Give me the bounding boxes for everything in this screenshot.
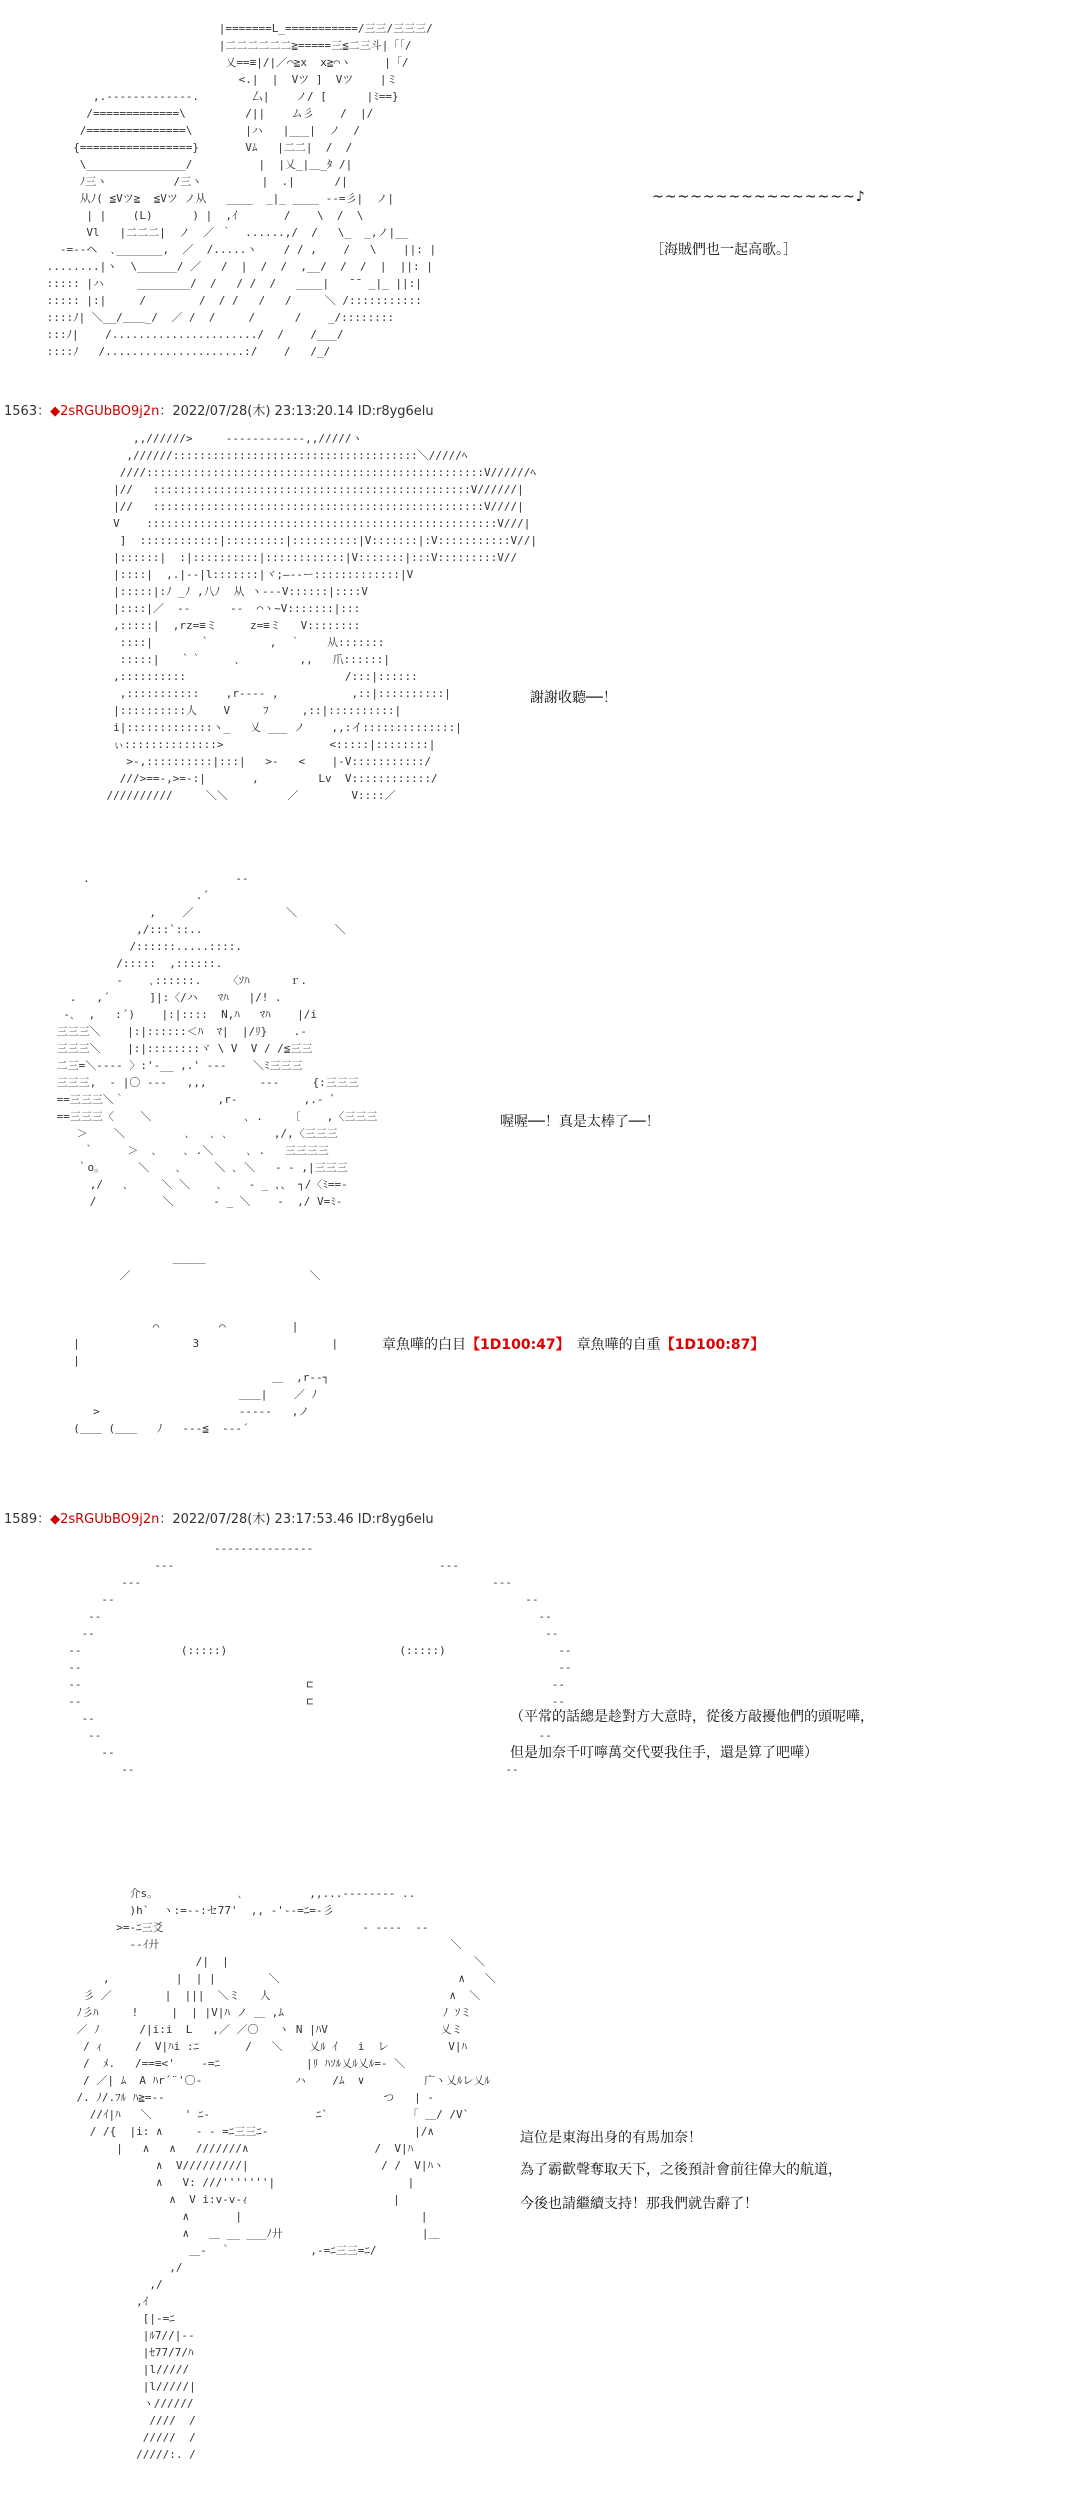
poster-id[interactable]: ID:r8yg6elu	[357, 404, 434, 419]
ascii-art-kana-figure: 介s。 ､ ,,...‐‐‐‐‐‐‐‐ .. )h` ヽ:=‐‐:セ77' ,, ‐'‐‐=ﾆ=‐彡 >=‐ﾆ三爻 ‐ -‐‐- ‐‐ ‐‐ｲ廾 ＼ /| | ＼ , | | | ＼ ∧ ＼ 彡 ／ | ||| ＼ミ 人 ∧ ＼ ﾉ彡ﾊ ! | | |V|ﾊ ノ ＿ ,ﾑ ﾉ ｿミ ／ ﾉ /|i:i L ,／ ／〇 ヽ N |ﾊV 乂ミ / ｨ / V|ﾊi :ﾆ / ＼ 乂ﾙ ｲ i レ V|ﾊ / ﾒ. /==≡<' ‐=ﾆ |ﾘ ﾊｿﾙ乂ﾙ乂ﾙ=‐ ＼ / ／| ﾑ A ﾊr´¨'〇‐ ハ /ﾑ ∨ 广ヽ乂ﾙレ乂ﾙ /. ﾉ/.ﾌﾙ ﾊ≧=‐‐ つ | ‐ //ｲ|ﾊ ＼ ' ﾆ‐ ﾆ` 「 ＿/ /V` / /{ |i: ∧ ‐ ‐ =ﾆ三三ﾆ‐ |/∧ | ∧ ∧ ///////∧ / V|ﾊ ∧ V/////////| / / V|ﾊヽ ∧ V: ///'''''''| | ∧ V i:v‐v‐ｨ | ∧ | | ∧ ＿ __ ___ﾉ廾 |＿ ＿‐ ｀ ,‐=ﾆ三三=ﾆ/ ,/ ,/ ,ｲ [|‐=ﾆ |ﾙ7//|‐‐ |ｾ77/7/ﾊ |l///// |l/////| ヽ////// //// / ///// / /////:. /	[76, 1887, 496, 2461]
dice-roll-line	[382, 1333, 764, 1357]
ascii-art-girl-face: ,,//////> ‐‐‐‐‐‐‐‐‐‐‐‐,,/////ヽ ,//////:::::::::::::::::::::::::::::::::::::＼/////ﾍ ////:::::::::::::::::::::::::::::::::::::::::::::::::::V//////ﾍ |// ::::::::::::::::::::::::::::::::::::::::::::::::V//////| |// ::::::::::::::::::::::::::::::::::::::::::::::::::V////| V :::::::::::::::::::::::::::::::::::::::::::::::::::::V///| ] ::::::::::::|:::::::::|::::::::::|V:::::::|:V:::::::::::V//| |::::::| :|::::::::::|::::::::::::|V:::::::|:::V:::::::::V// |::::| ,.|‐‐|l:::::::|ヾ;―‐‐ー:::::::::::::|V |:::::|:ﾉ _ﾉ ,八ﾉ 从 ヽ‐‐‐V::::::|::::V |::::|／ ‐- ‐- ⌒ヽ~V:::::::|::: ,:::::| ,rz=≡ミ z=≡ミ V:::::::: ::::| ｀ , ｀ 从::::::: :::::| ｀｀ ､ ,, 爪::::::| ,:::::::::: /:::|:::::: ,::::::::::: ,r‐‐‐- , ,::|::::::::::| |::::::::::人 V ﾌ ,::|::::::::::| i|:::::::::::::ヽ_ 乂 ___ ノ ,,:イ::::::::::::::| ぃ::::::::::::::> <:::::|::::::::| >-,::::::::::|:::| >- < |-V:::::::::::/ ///>==-,>=-:| , Lv V::::::::::::/ ////////// ＼＼ ／ V::::／	[106, 432, 537, 802]
ascii-art-octopus-happy: . ‐‐ .´ , ／ ＼ ,/:::`::.. ＼ /::::::.....::::. /::::: ,::::::. ‐ ､::::::. 〈ｿﾊ ｒ. . ,´ ]|:〈/ハ ﾏﾊ |/! . ‐､ , :´) |:|:::: N,ﾊ ﾏﾊ |/i 三三三＼ |:|::::::＜ﾊ ﾏ| |/ﾘ} .‐ 三三三＼ |:|::::::::ヾ \ V V / /≦三三 二三=＼‐‐‐‐ 〉:'‐__ ,.' ‐‐‐ ＼ﾐ三三三 三三三, ‐ |〇 ‐‐‐ ,,, ‐‐‐ {:三三三 ==三三三＼｀ ,r‐ ,.‐ ﾞ ==三三三〈 ＼ ､ . 〔 ,〈三三三 ＞ ＼ ､ ､ ､ ,/,〈三三三 ｀ ＞ ､ ､ .＼ ､ . 三三三三 ｀o。 ＼ ､ ＼ ､ ＼ ‐ ‐ ,|三三三 ,/ ､ ＼ ＼ ､ ‐ _ 、、 ┐/〈ﾐ==‐ / ＼ ‐ _ ＼ ‐ ,/ V=ﾐ‐	[56, 872, 378, 1208]
poster-trip[interactable]: ◆2sRGUbBO9j2n	[50, 1512, 160, 1527]
poster-id[interactable]: ID:r8yg6elu	[357, 1512, 434, 1527]
roll-label-2: 章魚嘩的自重	[562, 1337, 661, 1353]
poster-trip[interactable]: ◆2sRGUbBO9j2n	[50, 404, 160, 419]
post-date: ：2022/07/28(木) 23:13:20.14	[159, 404, 354, 419]
post-header	[4, 400, 434, 419]
post-separator: ：	[37, 404, 51, 419]
thought-line-2: 但是加奈千叮嚀萬交代要我住手，還是算了吧嘩）	[510, 1745, 818, 1761]
farewell-line-3: 今後也請繼續支持！那我們就告辭了！	[520, 2196, 758, 2212]
wow-line: 喔喔──！真是太棒了──！	[500, 1114, 660, 1130]
roll-label-1: 章魚嘩的白目	[382, 1337, 466, 1353]
thanks-line: 謝謝收聽──！	[530, 690, 617, 706]
ascii-art-pirates: |=======L_===========/三三/三三三/ |二二二二二二≧=====三≦二三斗|「「/ 乂==≡|/|／⌒≧x x≧⌒ヽ |「/ <.| | Vツ ] Vツ |ミ ,.--‐‐‐‐‐‐‐‐‐‐‐. 厶| ノ/ [ |ﾐ==} /=============\ /|| ム彡 / |/ /===============\ |ハ |___| ノ / {=================} Vﾑ |二二| / / \_______________/ | |乂_|＿_ﾀ /| ﾉ三ヽ /三ヽ | .| /| 从ﾉ( ≦Vツ≧ ≦Vツ ノ从 ____ _|_ ____ ‐-=彡| ノ| | | (L) ) | ,ｲ / \ / \ Vl |二二二| ノ ／ ｀ ......,/ / \_ _,ノ|__ -=‐‐ヘ ､_______, ／ /.....ヽ / / , / \ ||: | ........|ヽ \______/ ／ / | / / ,__/ / / | ||: | ::::: |ハ ________/ / / / / ____| ̄ ̄ _|_ ||:| ::::: |:| / / / / / / ＼ /::::::::::: ::::ﾉ| ＼__/＿＿_/ ／ / / / / _/:::::::: :::ﾉ| /....................../ / /___/ ::::ﾉ /.....................:/ / /_/	[46, 22, 437, 358]
ascii-art-octopus-face: ＿＿＿ ／ ＼ ⌒ ⌒ | | 3 | | ＿ ,r‐‐┐ ＿＿| ／ ﾉ > ‐‐‐‐‐ ,ノ (＿＿ (＿＿ ﾉ ‐‐‐≦ ‐‐‐´	[73, 1252, 339, 1435]
post-number[interactable]: 1563	[4, 404, 38, 419]
thought-line-1: （平常的話總是趁對方大意時，從後方敲擾他們的頭呢嘩，	[510, 1709, 874, 1725]
post-separator: ：	[37, 1512, 51, 1527]
post-number[interactable]: 1589	[4, 1512, 38, 1527]
post-date: ：2022/07/28(木) 23:17:53.46	[159, 1512, 354, 1527]
post-header	[4, 1508, 434, 1527]
ascii-art-octopus-round: ‐‐‐‐‐‐‐‐‐‐‐‐‐‐‐ ‐‐‐ ‐‐‐ ‐‐‐ ‐‐‐ ‐‐ ‐‐ ‐‐ ‐‐ ‐‐ ‐‐ ‐‐ (:::::) (:::::) ‐‐ ‐‐ ‐‐ ‐‐ ⊏ ‐‐ ‐‐ ⊏ ‐‐ ‐‐ ‐‐ ‐‐ ‐‐ ‐‐ ‐‐ ‐‐ ‐‐	[68, 1542, 572, 1776]
farewell-line-2: 為了霸歡聲奪取天下，之後預計會前往偉大的航道，	[520, 2162, 842, 2178]
roll-result-1: 【1D100:47】	[466, 1337, 563, 1353]
farewell-line-1: 這位是東海出身的有馬加奈！	[520, 2130, 702, 2146]
singing-line: ~~~~~~~~~~~~~~~~♪	[652, 189, 866, 205]
roll-result-2: 【1D100:87】	[660, 1337, 765, 1353]
pirates-sing-line: ［海賊們也一起高歌。］	[650, 242, 797, 258]
